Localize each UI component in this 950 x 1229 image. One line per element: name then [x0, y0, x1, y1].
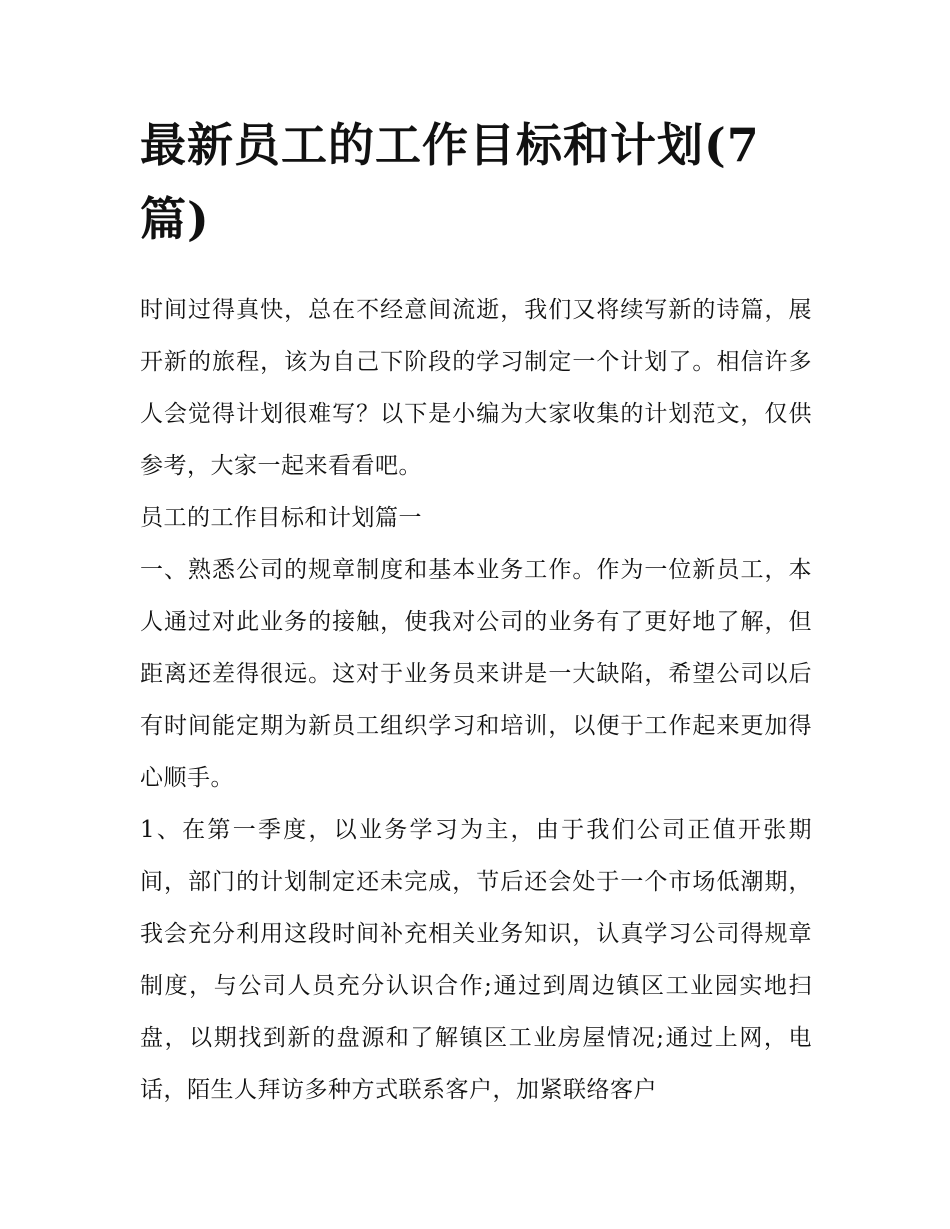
- document-title: 最新员工的工作目标和计划(7篇): [140, 118, 760, 246]
- body-paragraph: 1、在第一季度，以业务学习为主，由于我们公司正值开张期间，部门的计划制定还未完成，节后还会处于一个市场低潮期，我会充分利用这段时间补充相关业务知识，认真学习公司得规章制度，与公司人员充分认识合作;通过到周边镇区工业园实地扫盘，以期找到新的盘源和了解镇区工业房屋情况;通过上网，电话，陌生人拜访多种方式联系客户，加紧联络客户: [140, 817, 812, 1103]
- body-paragraph: 一、熟悉公司的规章制度和基本业务工作。作为一位新员工，本人通过对此业务的接触，使我对公司的业务有了更好地了解，但距离还差得很远。这对于业务员来讲是一大缺陷，希望公司以后有时间能定期为新员工组织学习和培训，以便于工作起来更加得心顺手。: [140, 557, 812, 791]
- intro-paragraph: 时间过得真快，总在不经意间流逝，我们又将续写新的诗篇，展开新的旅程，该为自己下阶段的学习制定一个计划了。相信许多人会觉得计划很难写？以下是小编为大家收集的计划范文，仅供参考，大家一起来看看吧。: [140, 297, 812, 479]
- document-page: [140, 108, 812, 1116]
- section-heading: 员工的工作目标和计划篇一: [140, 505, 422, 531]
